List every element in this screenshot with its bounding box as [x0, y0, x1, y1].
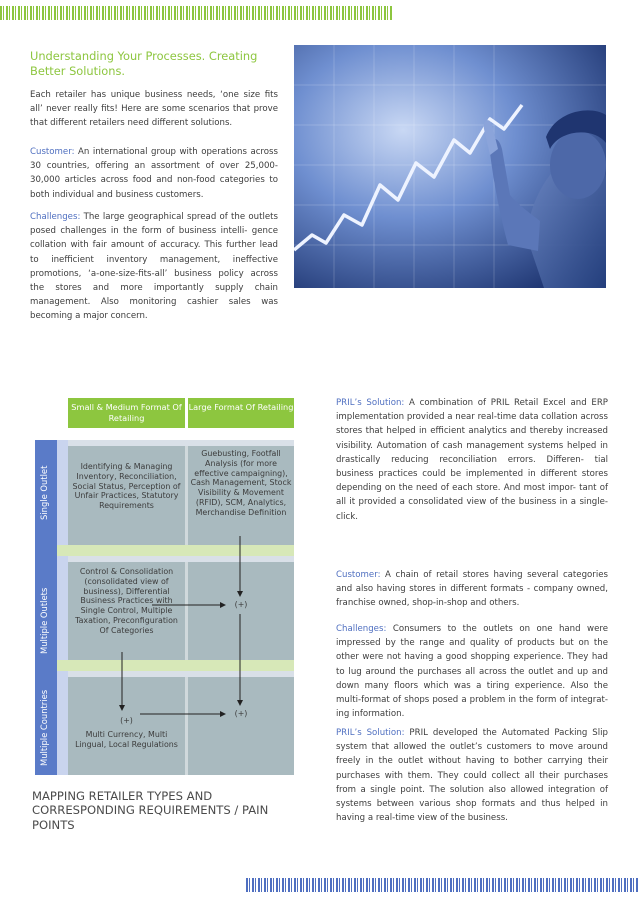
solution-1-label: PRIL’s Solution:: [336, 398, 405, 408]
diagram-row-label-band-light: [57, 440, 68, 775]
customer-1-text: An international group with operations across 30 countries, offering an assortment of over 25,000-30,000 articles across food and non-food categories to both individual and business customers.: [30, 147, 278, 200]
cell-multiple-countries-small-medium-plus: (+): [120, 716, 133, 725]
customer-2-text: A chain of retail stores having several categories and also having stores in different formats - company owned, franchise owned, shop-in-shop and others.: [336, 570, 608, 609]
bottom-barcode-decoration: [246, 878, 638, 892]
solution-1-text: A combination of PRIL Retail Excel and ERP implementation provided a near real-time data collation across stores that helped in efficient analytics and thereby increased visibility. Automation of cash management systems helped in drastically reducing reconciliation errors. Differen- tial business practices could be implemented in different stores depending on the need of each store. And most impor- tant of all it provided a consolidated view of the business in a single-click.: [336, 398, 608, 522]
diagram-row-separator: [57, 545, 294, 556]
cell-multiple-outlets-large-plus: (+): [234, 600, 248, 609]
solution-1-paragraph: [336, 396, 608, 524]
diagram-column-divider: [185, 440, 188, 775]
cell-multiple-countries-small-medium: Multi Currency, Multi Lingual, Local Regulations: [75, 730, 178, 749]
intro-paragraph: Each retailer has unique business needs, ‘one size fits all’ never really fits! Here are some scenarios that prove that different retailers need different solutions.: [30, 90, 278, 129]
hero-image-woman-touching-graph: [294, 45, 606, 288]
challenges-2-text: Consumers to the outlets on one hand were impressed by the range and quality of products but on the other were not having a good shopping experience. They had to lug around the purchases all across the outlet and up and down many floors which was a tiring experience. Also the multi-format of shops posed a problem in the form of integrat- ing information.: [336, 624, 608, 720]
row-label-multiple-outlets: Multiple Outlets: [39, 587, 49, 654]
row-label-single-outlet: Single Outlet: [39, 465, 49, 520]
diagram-row-separator: [57, 660, 294, 671]
cell-multiple-countries-large-plus: (+): [234, 709, 248, 718]
challenges-1-label: Challenges:: [30, 212, 81, 222]
customer-2-label: Customer:: [336, 570, 381, 580]
diagram-row-shade: [68, 556, 294, 562]
customer-2-paragraph: [336, 568, 608, 611]
cell-multiple-outlets-small-medium: Control & Consolidation (consolidated view of business), Differential Business Practices with Single Control, Multiple Taxation, Preconfiguration Of Categories: [75, 567, 178, 635]
challenges-1-text: The large geographical spread of the outlets posed challenges in the form of business intelli- gence collation with fair amount of accuracy. This further lead to inefficient inventory management, ineffective promotions, ‘a-one-size-fits-all’ business policy across the stores and more importantly supply chain management. Also monitoring cashier sales was becoming a major concern.: [30, 212, 278, 322]
diagram-caption: MAPPING RETAILER TYPES AND CORRESPONDING REQUIREMENTS / PAIN POINTS: [32, 789, 269, 832]
diagram-row-shade: [68, 671, 294, 677]
challenges-2-label: Challenges:: [336, 624, 387, 634]
top-barcode-decoration: [0, 6, 392, 20]
column-header-large-format: Large Format Of Retailing: [188, 398, 294, 428]
solution-2-text: PRIL developed the Automated Packing Slip system that allowed the outlet’s customers to move around freely in the outlet without having to bother carrying their purchases with them. They could collect all their purchases from a single point. The solution also allowed integration of systems between various shop formats and thus helped in having a real-time view of the business.: [336, 728, 608, 824]
column-header-small-medium-format: Small & Medium Format Of Retailing: [68, 398, 185, 428]
diagram-row-shade: [68, 440, 294, 446]
cell-single-outlet-small-medium: Identifying & Managing Inventory, Reconciliation, Social Status, Perception of Unfair Practices, Statutory Requirements: [72, 462, 181, 511]
challenges-2-paragraph: [336, 622, 608, 721]
row-label-multiple-countries: Multiple Countries: [39, 689, 49, 766]
customer-1-label: Customer:: [30, 147, 75, 157]
solution-2-paragraph: [336, 726, 608, 825]
customer-1-paragraph: [30, 145, 278, 202]
intro-title: Understanding Your Processes. Creating Better Solutions.: [30, 49, 258, 78]
cell-single-outlet-large: Guebusting, Footfall Analysis (for more effective campaigning), Cash Management, Stock Visibility & Movement (RFID), SCM, Analytics, Merchandise Definition: [190, 449, 292, 517]
solution-2-label: PRIL’s Solution:: [336, 728, 405, 738]
hero-graph-illustration: [294, 45, 606, 288]
challenges-1-paragraph: [30, 210, 278, 324]
